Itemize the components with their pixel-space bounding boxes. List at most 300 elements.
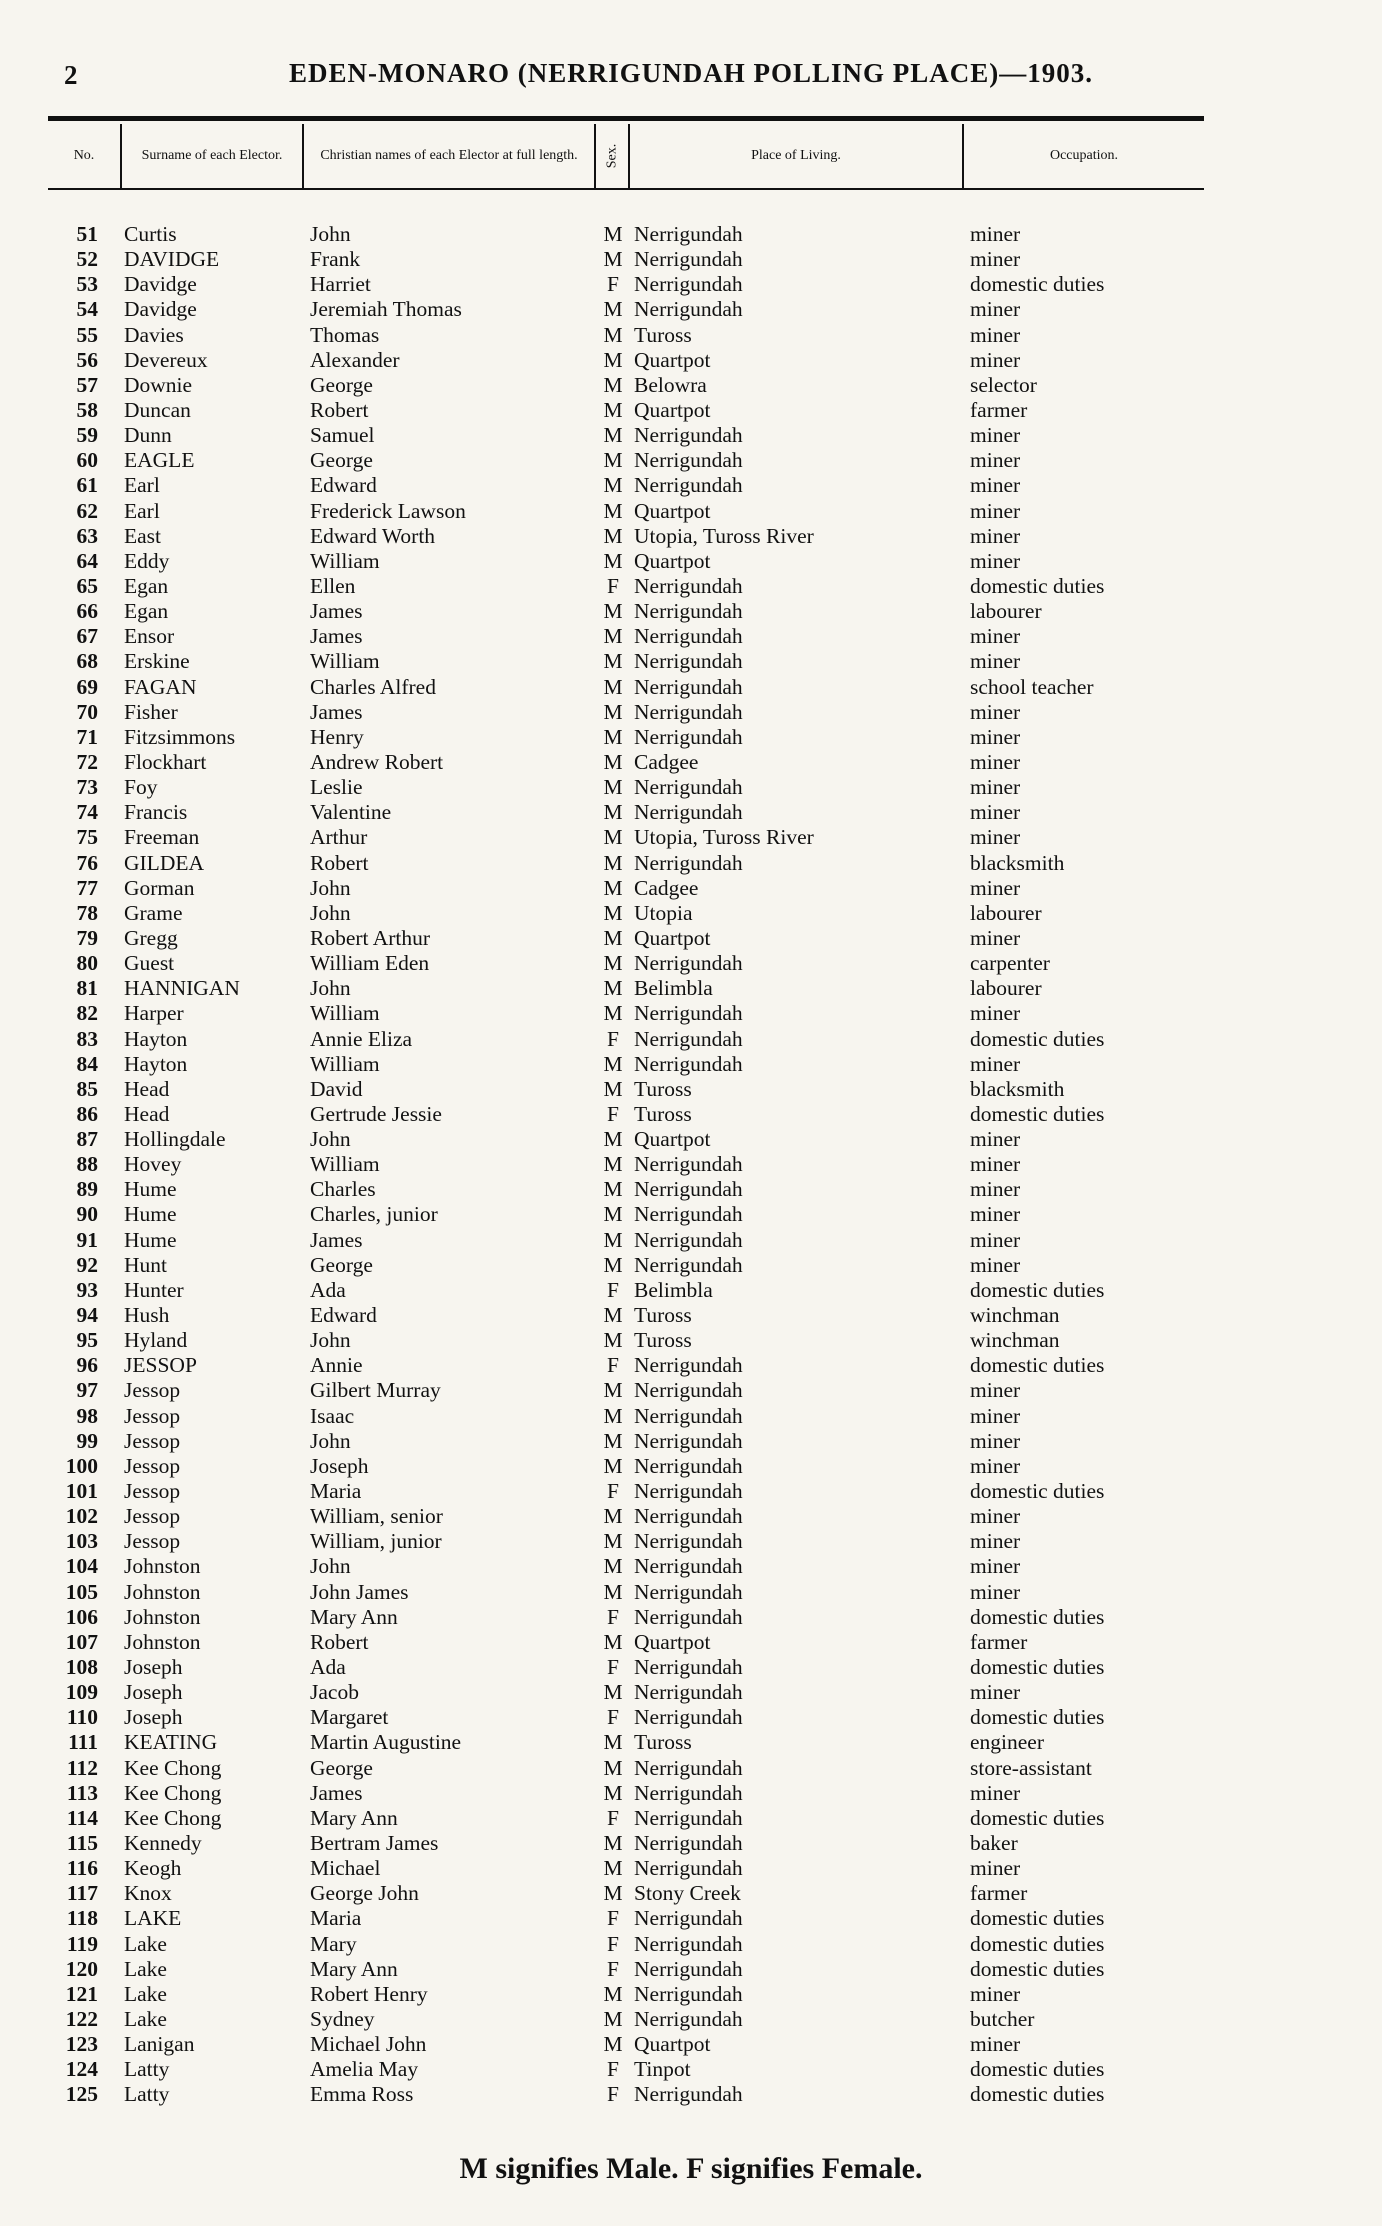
sex: M	[603, 1378, 623, 1403]
christian-names: Annie Eliza	[310, 1026, 413, 1051]
christian-names: Robert Arthur	[310, 925, 431, 950]
table-row	[48, 2007, 1204, 2032]
place-of-living: Nerrigundah	[634, 473, 743, 498]
table-row	[48, 700, 1204, 725]
place-of-living: Nerrigundah	[634, 1655, 743, 1680]
surname: Joseph	[124, 1705, 183, 1730]
occupation: domestic duties	[970, 1705, 1105, 1730]
surname: FAGAN	[124, 674, 197, 699]
table-row	[48, 2057, 1204, 2082]
table-row	[48, 222, 1204, 247]
top-rule	[48, 116, 1204, 121]
occupation: domestic duties	[970, 1277, 1105, 1302]
surname: Knox	[124, 1881, 172, 1906]
christian-names: Martin Augustine	[310, 1730, 462, 1755]
place-of-living: Nerrigundah	[634, 1554, 743, 1579]
table-row	[48, 272, 1204, 297]
sex: M	[603, 1202, 623, 1227]
occupation: miner	[970, 347, 1021, 372]
occupation: miner	[970, 1453, 1021, 1478]
table-row	[48, 524, 1204, 549]
table-row	[48, 1554, 1204, 1579]
occupation: miner	[970, 297, 1021, 322]
table-row	[48, 775, 1204, 800]
table-row	[48, 1303, 1204, 1328]
surname: Hume	[124, 1227, 177, 1252]
place-of-living: Nerrigundah	[634, 423, 743, 448]
sex: M	[603, 1504, 623, 1529]
row-number: 97	[76, 1378, 98, 1403]
row-number: 107	[65, 1629, 98, 1654]
place-of-living: Nerrigundah	[634, 1378, 743, 1403]
table-row	[48, 1605, 1204, 1630]
sex: F	[607, 1805, 619, 1830]
christian-names: Mary	[310, 1931, 357, 1956]
surname: Gregg	[124, 925, 178, 950]
surname: Jessop	[124, 1529, 181, 1554]
surname: Fitzsimmons	[124, 724, 236, 749]
surname: Kee Chong	[124, 1780, 222, 1805]
surname: East	[124, 523, 162, 548]
place-of-living: Nerrigundah	[634, 1831, 743, 1855]
occupation: miner	[970, 2032, 1021, 2057]
row-number: 78	[76, 900, 98, 925]
christian-names: William, junior	[310, 1529, 442, 1554]
place-of-living: Quartpot	[634, 1127, 711, 1152]
place-of-living: Nerrigundah	[634, 2006, 743, 2031]
place-of-living: Nerrigundah	[634, 2082, 743, 2107]
sex: M	[603, 498, 623, 523]
occupation: winchman	[970, 1328, 1060, 1353]
surname: Kee Chong	[124, 1755, 222, 1780]
table-row	[48, 1881, 1204, 1906]
occupation: domestic duties	[970, 1479, 1105, 1504]
occupation: school teacher	[970, 674, 1094, 699]
surname: Erskine	[124, 649, 190, 674]
surname: Devereux	[124, 347, 208, 372]
surname: LAKE	[124, 1906, 182, 1931]
occupation: domestic duties	[970, 1026, 1105, 1051]
christian-names: John	[310, 875, 351, 900]
christian-names: Jacob	[310, 1680, 359, 1705]
table-row	[48, 800, 1204, 825]
occupation: miner	[970, 800, 1021, 825]
table-row	[48, 1027, 1204, 1052]
place-of-living: Nerrigundah	[634, 1428, 743, 1453]
christian-names: Amelia May	[310, 2057, 419, 2082]
sex: F	[607, 1931, 619, 1956]
sex: F	[607, 2082, 619, 2107]
occupation: miner	[970, 1127, 1021, 1152]
table-row	[48, 1680, 1204, 1705]
place-of-living: Nerrigundah	[634, 1353, 743, 1378]
christian-names: Leslie	[310, 775, 363, 800]
christian-names: John	[310, 222, 351, 246]
table-row	[48, 1127, 1204, 1152]
christian-names: Mary Ann	[310, 1956, 398, 1981]
place-of-living: Utopia, Tuross River	[634, 523, 814, 548]
table-row	[48, 1982, 1204, 2007]
row-number: 95	[76, 1328, 98, 1353]
sex: M	[603, 372, 623, 397]
christian-names: George	[310, 448, 373, 473]
surname: Latty	[124, 2057, 170, 2082]
christian-names: William	[310, 1152, 380, 1177]
christian-names: Samuel	[310, 423, 375, 448]
table-row	[48, 750, 1204, 775]
header-occupation: Occupation.	[1049, 148, 1119, 163]
christian-names: George	[310, 1252, 373, 1277]
row-number: 80	[76, 951, 98, 976]
place-of-living: Nerrigundah	[634, 724, 743, 749]
place-of-living: Nerrigundah	[634, 699, 743, 724]
occupation: labourer	[970, 976, 1042, 1001]
row-number: 62	[76, 498, 98, 523]
sex: M	[603, 875, 623, 900]
sex: F	[607, 2057, 619, 2082]
place-of-living: Nerrigundah	[634, 850, 743, 875]
surname: Hyland	[124, 1328, 188, 1353]
christian-names: John	[310, 1428, 351, 1453]
christian-names: James	[310, 624, 363, 649]
surname: Davidge	[124, 297, 197, 322]
table-row	[48, 2082, 1204, 2107]
christian-names: Henry	[310, 724, 364, 749]
surname: Egan	[124, 573, 169, 598]
christian-names: Annie	[310, 1353, 363, 1378]
christian-names: Robert	[310, 397, 369, 422]
sex: M	[603, 1629, 623, 1654]
header-surname: Surname of each Elector.	[122, 124, 304, 188]
surname: Francis	[124, 800, 188, 825]
surname: Head	[124, 1076, 170, 1101]
surname: Earl	[124, 473, 160, 498]
surname: Jessop	[124, 1504, 181, 1529]
christian-names: Charles	[310, 1177, 376, 1202]
sex: F	[607, 272, 619, 297]
sex: M	[603, 448, 623, 473]
sex: M	[603, 900, 623, 925]
row-number: 118	[66, 1906, 98, 1931]
sex: M	[603, 649, 623, 674]
occupation: miner	[970, 423, 1021, 448]
row-number: 121	[65, 1981, 98, 2006]
occupation: labourer	[970, 599, 1042, 624]
occupation: blacksmith	[970, 850, 1065, 875]
christian-names: Valentine	[310, 800, 392, 825]
place-of-living: Quartpot	[634, 925, 711, 950]
sex: F	[607, 1956, 619, 1981]
occupation: miner	[970, 473, 1021, 498]
place-of-living: Quartpot	[634, 1629, 711, 1654]
occupation: miner	[970, 1529, 1021, 1554]
sex: M	[603, 1453, 623, 1478]
sex: M	[603, 1152, 623, 1177]
table-row	[48, 1906, 1204, 1931]
row-number: 115	[66, 1831, 98, 1855]
sex: M	[603, 1051, 623, 1076]
place-of-living: Nerrigundah	[634, 1529, 743, 1554]
row-number: 77	[76, 875, 98, 900]
table-row	[48, 876, 1204, 901]
occupation: miner	[970, 1252, 1021, 1277]
place-of-living: Nerrigundah	[634, 1579, 743, 1604]
occupation: selector	[970, 372, 1037, 397]
surname: Johnston	[124, 1554, 201, 1579]
occupation: miner	[970, 775, 1021, 800]
occupation: miner	[970, 548, 1021, 573]
place-of-living: Nerrigundah	[634, 1227, 743, 1252]
christian-names: John	[310, 976, 351, 1001]
surname: Head	[124, 1101, 170, 1126]
table-row	[48, 1001, 1204, 1026]
row-number: 55	[76, 322, 98, 347]
header-christian: Christian names of each Elector at full length.	[304, 124, 596, 188]
occupation: miner	[970, 1856, 1021, 1881]
table-row	[48, 725, 1204, 750]
table-row	[48, 951, 1204, 976]
table-row	[48, 1781, 1204, 1806]
sex: M	[603, 1529, 623, 1554]
table-row	[48, 1630, 1204, 1655]
surname: Ensor	[124, 624, 175, 649]
occupation: winchman	[970, 1303, 1060, 1328]
occupation: miner	[970, 498, 1021, 523]
occupation: domestic duties	[970, 1805, 1105, 1830]
occupation: domestic duties	[970, 2082, 1105, 2107]
row-number: 61	[76, 473, 98, 498]
occupation: miner	[970, 1403, 1021, 1428]
occupation: miner	[970, 825, 1021, 850]
place-of-living: Tuross	[634, 1076, 692, 1101]
christian-names: Robert	[310, 1629, 369, 1654]
table-row	[48, 1580, 1204, 1605]
row-number: 99	[76, 1428, 98, 1453]
surname: Latty	[124, 2082, 170, 2107]
place-of-living: Utopia, Tuross River	[634, 825, 814, 850]
row-number: 103	[65, 1529, 98, 1554]
occupation: domestic duties	[970, 1101, 1105, 1126]
sex: M	[603, 1755, 623, 1780]
row-number: 72	[76, 749, 98, 774]
surname: Lake	[124, 1956, 167, 1981]
row-number: 106	[65, 1604, 98, 1629]
place-of-living: Nerrigundah	[634, 649, 743, 674]
sex: M	[603, 825, 623, 850]
row-number: 69	[76, 674, 98, 699]
occupation: domestic duties	[970, 1931, 1105, 1956]
christian-names: William	[310, 1001, 380, 1026]
table-row	[48, 499, 1204, 524]
place-of-living: Nerrigundah	[634, 1705, 743, 1730]
surname: Hollingdale	[124, 1127, 226, 1152]
surname: Kee Chong	[124, 1805, 222, 1830]
surname: Hume	[124, 1177, 177, 1202]
sex: M	[603, 775, 623, 800]
sex: F	[607, 573, 619, 598]
place-of-living: Nerrigundah	[634, 951, 743, 976]
surname: Johnston	[124, 1604, 201, 1629]
place-of-living: Cadgee	[634, 749, 699, 774]
christian-names: George	[310, 1755, 373, 1780]
table-row	[48, 675, 1204, 700]
occupation: miner	[970, 649, 1021, 674]
header-place: Place of Living.	[630, 124, 964, 188]
surname: Hume	[124, 1202, 177, 1227]
elector-list	[48, 222, 1204, 2108]
surname: Guest	[124, 951, 175, 976]
surname: Lake	[124, 2006, 167, 2031]
christian-names: Isaac	[310, 1403, 355, 1428]
place-of-living: Nerrigundah	[634, 1453, 743, 1478]
sex: M	[603, 724, 623, 749]
christian-names: Mary Ann	[310, 1805, 398, 1830]
occupation: miner	[970, 1981, 1021, 2006]
row-number: 120	[65, 1956, 98, 1981]
surname: Lanigan	[124, 2032, 195, 2057]
surname: Foy	[124, 775, 158, 800]
occupation: miner	[970, 1780, 1021, 1805]
christian-names: George	[310, 372, 373, 397]
occupation: domestic duties	[970, 2057, 1105, 2082]
row-number: 124	[65, 2057, 98, 2082]
sex: M	[603, 548, 623, 573]
place-of-living: Nerrigundah	[634, 573, 743, 598]
occupation: miner	[970, 1051, 1021, 1076]
row-number: 56	[76, 347, 98, 372]
table-row	[48, 976, 1204, 1001]
table-row	[48, 1529, 1204, 1554]
sex: M	[603, 2032, 623, 2057]
sex: M	[603, 1856, 623, 1881]
place-of-living: Nerrigundah	[634, 1956, 743, 1981]
place-of-living: Nerrigundah	[634, 1001, 743, 1026]
christian-names: William Eden	[310, 951, 430, 976]
row-number: 110	[66, 1705, 98, 1730]
christian-names: William	[310, 548, 380, 573]
row-number: 79	[76, 925, 98, 950]
occupation: miner	[970, 1579, 1021, 1604]
occupation: miner	[970, 925, 1021, 950]
sex: M	[603, 1881, 623, 1906]
surname: JESSOP	[124, 1353, 197, 1378]
occupation: miner	[970, 1152, 1021, 1177]
sex: M	[603, 749, 623, 774]
sex: M	[603, 1981, 623, 2006]
row-number: 119	[66, 1931, 98, 1956]
occupation: farmer	[970, 1881, 1028, 1906]
row-number: 54	[76, 297, 98, 322]
row-number: 93	[76, 1277, 98, 1302]
surname: Joseph	[124, 1655, 183, 1680]
sex: M	[603, 247, 623, 272]
row-number: 82	[76, 1001, 98, 1026]
table-header	[48, 124, 1204, 190]
occupation: domestic duties	[970, 1655, 1105, 1680]
surname: Curtis	[124, 222, 177, 246]
header-no: No.	[48, 124, 122, 188]
occupation: miner	[970, 724, 1021, 749]
table-row	[48, 549, 1204, 574]
sex: M	[603, 222, 623, 246]
christian-names: Emma Ross	[310, 2082, 414, 2107]
place-of-living: Nerrigundah	[634, 1931, 743, 1956]
place-of-living: Quartpot	[634, 347, 711, 372]
sex: F	[607, 1705, 619, 1730]
occupation: miner	[970, 1504, 1021, 1529]
sex: M	[603, 322, 623, 347]
christian-names: James	[310, 599, 363, 624]
christian-names: Gilbert Murray	[310, 1378, 441, 1403]
table-row	[48, 1479, 1204, 1504]
table-row	[48, 473, 1204, 498]
sex: M	[603, 397, 623, 422]
table-row	[48, 1932, 1204, 1957]
surname: Fisher	[124, 699, 178, 724]
table-row	[48, 348, 1204, 373]
occupation: blacksmith	[970, 1076, 1065, 1101]
surname: Jessop	[124, 1453, 181, 1478]
row-number: 123	[65, 2032, 98, 2057]
sex: F	[607, 1277, 619, 1302]
place-of-living: Nerrigundah	[634, 247, 743, 272]
sex: M	[603, 1227, 623, 1252]
christian-names: Charles, junior	[310, 1202, 438, 1227]
table-row	[48, 1353, 1204, 1378]
sex: M	[603, 347, 623, 372]
surname: Davies	[124, 322, 184, 347]
place-of-living: Nerrigundah	[634, 599, 743, 624]
sex: M	[603, 674, 623, 699]
christian-names: Ada	[310, 1655, 346, 1680]
table-row	[48, 423, 1204, 448]
table-row	[48, 901, 1204, 926]
row-number: 67	[76, 624, 98, 649]
sex: M	[603, 1177, 623, 1202]
christian-names: Jeremiah Thomas	[310, 297, 462, 322]
table-row	[48, 1177, 1204, 1202]
christian-names: James	[310, 699, 363, 724]
surname: Duncan	[124, 397, 191, 422]
christian-names: William, senior	[310, 1504, 443, 1529]
row-number: 76	[76, 850, 98, 875]
surname: KEATING	[124, 1730, 218, 1755]
occupation: miner	[970, 875, 1021, 900]
christian-names: Maria	[310, 1906, 362, 1931]
row-number: 111	[68, 1730, 98, 1755]
surname: Johnston	[124, 1579, 201, 1604]
christian-names: Edward	[310, 1303, 377, 1328]
christian-names: Edward	[310, 473, 377, 498]
place-of-living: Nerrigundah	[634, 1177, 743, 1202]
occupation: miner	[970, 624, 1021, 649]
row-number: 98	[76, 1403, 98, 1428]
surname: Downie	[124, 372, 193, 397]
christian-names: James	[310, 1227, 363, 1252]
sex: M	[603, 1579, 623, 1604]
occupation: miner	[970, 247, 1021, 272]
place-of-living: Belowra	[634, 372, 707, 397]
sex: F	[607, 1906, 619, 1931]
place-of-living: Nerrigundah	[634, 1680, 743, 1705]
row-number: 66	[76, 599, 98, 624]
place-of-living: Nerrigundah	[634, 775, 743, 800]
sex: M	[603, 423, 623, 448]
occupation: domestic duties	[970, 573, 1105, 598]
christian-names: Andrew Robert	[310, 749, 444, 774]
row-number: 75	[76, 825, 98, 850]
table-row	[48, 1228, 1204, 1253]
